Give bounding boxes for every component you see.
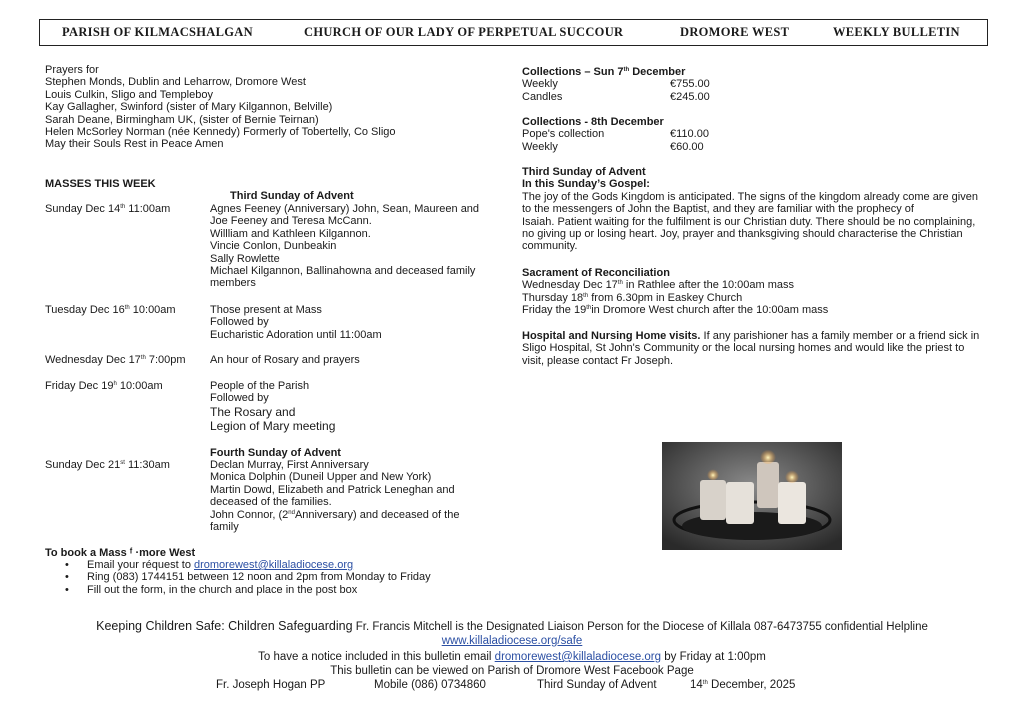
mass-when-wed17: Wednesday Dec 17th 7:00pm bbox=[45, 354, 186, 366]
notice-email-link[interactable]: dromorewest@killaladiocese.org bbox=[494, 651, 662, 663]
mass-intentions-wed17: An hour of Rosary and prayers bbox=[210, 354, 360, 366]
mass-intentions-tue16: Those present at Mass Followed by Eucharistic Adoration until 11:00am bbox=[210, 304, 382, 341]
collection-row: Weekly €60.00 bbox=[522, 140, 704, 153]
collections-dec7-title: Collections – Sun 7th December bbox=[522, 66, 686, 78]
prayers-heading: Prayers for bbox=[45, 64, 99, 76]
masses-heading: MASSES THIS WEEK bbox=[45, 178, 156, 190]
parish-name: PARISH OF KILMACSHALGAN bbox=[62, 25, 253, 39]
booking-email-link[interactable]: dromorewest@killaladiocese.org bbox=[194, 559, 354, 571]
bulletin-header bbox=[39, 19, 988, 46]
collection-row: Candles €245.00 bbox=[522, 90, 710, 103]
collections-dec7 bbox=[522, 66, 742, 103]
mass-when-tue16: Tuesday Dec 16th 10:00am bbox=[45, 304, 176, 316]
hospital-section: Hospital and Nursing Home visits. If any parishioner has a family member or a friend sick in Sligo Hospital, St John's Community or the local nursing homes and would like the priest to visit, please contact Fr Joseph. bbox=[522, 330, 980, 367]
collection-row: Pope's collection €110.00 bbox=[522, 128, 709, 141]
gospel-title: Third Sunday of Advent bbox=[522, 166, 646, 178]
footer-safe-url-line bbox=[0, 635, 1024, 647]
mass-when-sun21: Sunday Dec 21st 11:30am bbox=[45, 459, 170, 471]
footer-notice: To have a notice included in this bulletin email dromorewest@killaladiocese.org by Friday at 1:00pm bbox=[258, 651, 766, 663]
collections-dec8 bbox=[522, 116, 742, 153]
safe-url-link[interactable]: www.killaladiocese.org/safe bbox=[441, 635, 583, 647]
booking-heading: To book a Mass ᶠ ·more West bbox=[45, 547, 196, 559]
booking-email-item: • Email your réquest to dromorewest@killaladiocese.org bbox=[63, 559, 431, 571]
prayer-closing: May their Souls Rest in Peace Amen bbox=[45, 138, 224, 151]
booking-options bbox=[63, 559, 431, 596]
advent3-title: Third Sunday of Advent bbox=[230, 190, 354, 202]
footer-priest: Fr. Joseph Hogan PP bbox=[216, 679, 326, 691]
bulletin-title: WEEKLY BULLETIN bbox=[833, 25, 960, 39]
prayer-name: Helen McSorley Norman (née Kennedy) Formerly of Tobertelly, Co Sligo bbox=[45, 126, 396, 139]
reconciliation-title: Sacrament of Reconciliation bbox=[522, 267, 670, 279]
church-name: CHURCH OF OUR LADY OF PERPETUAL SUCCOUR bbox=[304, 25, 624, 39]
mass-when-fri19: Friday Dec 19$^h$ 10:00am bbox=[45, 380, 163, 392]
prayer-name: Louis Culkin, Sligo and Templeboy bbox=[45, 88, 213, 101]
mass-intentions-sun14: Agnes Feeney (Anniversary) John, Sean, Maureen and Joe Feeney and Teresa McCann. Willliam and Kathleen Kilgannon. Vincie Conlon, Dunbeakin Sally Rowlette Michael Kilgannon, Ballinahowna and deceased family members bbox=[210, 203, 480, 290]
gospel-subtitle: In this Sunday’s Gospel: bbox=[522, 178, 650, 191]
advent-wreath-image bbox=[662, 442, 842, 550]
footer-date: 14th December, 2025 bbox=[690, 679, 796, 691]
footer-safeguarding: Keeping Children Safe: Children Safeguarding Fr. Francis Mitchell is the Designated Liaison Person for the Diocese of Killala 087-6473755 confidential Helpline bbox=[96, 619, 928, 633]
mass-intentions-sun21: Declan Murray, First Anniversary Monica Dolphin (Duneil Upper and New York) Martin Dowd, Elizabeth and Patrick Leneghan and deceased of the families. John Connor, (2ndAnniversary) and deceased of the family bbox=[210, 459, 460, 534]
reconciliation-section: Sacrament of Reconciliation Wednesday Dec 17th in Rathlee after the 10:00am mass Thursday 18th from 6.30pm in Easkey Church Friday the 19thin Dromore West church after the 10:00am mass bbox=[522, 267, 829, 317]
prayer-name: Stephen Monds, Dublin and Leharrow, Dromore West bbox=[45, 76, 306, 89]
prayer-name: Sarah Deane, Birmingham UK, (sister of Bernie Teirnan) bbox=[45, 113, 319, 126]
footer-facebook: This bulletin can be viewed on Parish of Dromore West Facebook Page bbox=[330, 665, 694, 677]
hospital-title: Hospital and Nursing Home visits. bbox=[522, 330, 701, 342]
booking-phone-item: • Ring (083) 1744151 between 12 noon and 2pm from Monday to Friday bbox=[63, 571, 431, 583]
place-name: DROMORE WEST bbox=[680, 25, 790, 39]
mass-when-sun14: Sunday Dec 14th 11:00am bbox=[45, 203, 171, 215]
collections-dec8-title: Collections - 8th December bbox=[522, 116, 664, 128]
prayer-name: Kay Gallagher, Swinford (sister of Mary Kilgannon, Belville) bbox=[45, 101, 333, 114]
prayers-section bbox=[45, 64, 396, 151]
collection-row: Weekly €755.00 bbox=[522, 78, 710, 91]
footer-sunday: Third Sunday of Advent bbox=[537, 679, 657, 691]
advent-wreath-photo bbox=[662, 442, 842, 550]
booking-form-item: • Fill out the form, in the church and place in the post box bbox=[63, 584, 431, 596]
footer-mobile: Mobile (086) 0734860 bbox=[374, 679, 486, 691]
mass-intentions-fri19: People of the Parish Followed by The Rosary and Legion of Mary meeting bbox=[210, 380, 336, 433]
advent4-title: Fourth Sunday of Advent bbox=[210, 447, 341, 459]
gospel-section: Third Sunday of Advent In this Sunday’s Gospel: The joy of the Gods Kingdom is anticipated. The signs of the kingdom already come are given to the messengers of John the Baptist, and they are familiar with the prophecy of Isaiah. Patient waiting for the fulfilment is our Christian duty. There should be no complaining, no giving up or losing heart. Joy, prayer and thanksgiving should characterise the Christian community. bbox=[522, 166, 978, 253]
